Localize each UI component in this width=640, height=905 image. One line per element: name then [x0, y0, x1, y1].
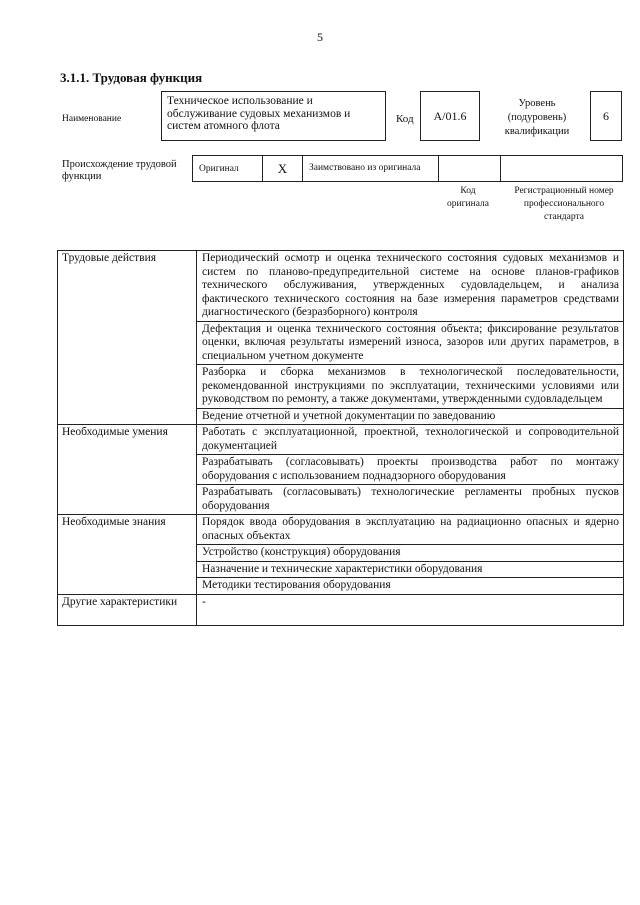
- category-cell: Необходимые знания: [58, 515, 197, 595]
- item-cell: Разрабатывать (согласовывать) проекты производства работ по монтажу оборудования с использованием поднадзорного оборудования: [197, 455, 624, 485]
- item-cell: Разборка и сборка механизмов в технологической последовательности, рекомендованной инструкциями по эксплуатации, техническими условиями или руководством по ремонту, а также документами, утвержденными судовладельцем: [197, 365, 624, 409]
- item-cell: Методики тестирования оборудования: [197, 578, 624, 595]
- code-original-label: Код оригинала: [447, 186, 489, 209]
- origin-table: [192, 155, 623, 182]
- item-cell: Разрабатывать (согласовывать) технологические регламенты пробных пусков оборудования: [197, 485, 624, 515]
- level-label: Уровень (подуровень) квалификации: [504, 98, 570, 137]
- function-table: [57, 250, 624, 626]
- table-row: [58, 425, 624, 455]
- borrowed-label: Заимствовано из оригинала: [303, 156, 439, 182]
- code-original-cell: [439, 156, 501, 182]
- category-cell: Необходимые умения: [58, 425, 197, 515]
- item-cell: Назначение и технические характеристики оборудования: [197, 561, 624, 578]
- reg-number-cell: [501, 156, 623, 182]
- item-cell: Ведение отчетной и учетной документации по заведованию: [197, 408, 624, 425]
- section-title: 3.1.1. Трудовая функция: [60, 70, 203, 85]
- reg-number-label: Регистрационный номер профессионального стандарта: [514, 186, 614, 222]
- level-value: 6: [590, 91, 622, 141]
- table-row: [58, 594, 624, 625]
- original-label: Оригинал: [193, 156, 263, 182]
- page-number: 5: [317, 30, 323, 44]
- origin-label: Происхождение трудовой функции: [62, 159, 177, 182]
- name-label: Наименование: [62, 114, 122, 124]
- category-cell: Трудовые действия: [58, 251, 197, 425]
- code-label: Код: [396, 113, 414, 125]
- item-cell: Периодический осмотр и оценка технического состояния судовых механизмов и систем по планово-предупредительной системе на основе планов-графиков технического обслуживания, утвержденных судовладельцем, и анализа фактического технического состояния на базе измерения параметров средствами диагностического (безразборного) контроля: [197, 251, 624, 322]
- item-cell: Порядок ввода оборудования в эксплуатацию на радиационно опасных и ядерно опасных объектах: [197, 515, 624, 545]
- table-row: [58, 515, 624, 545]
- item-cell: Устройство (конструкция) оборудования: [197, 545, 624, 562]
- original-mark: Х: [263, 156, 303, 182]
- table-row: [58, 251, 624, 322]
- item-cell: Работать с эксплуатационной, проектной, технологической и сопроводительной документацией: [197, 425, 624, 455]
- item-cell: -: [197, 594, 624, 625]
- category-cell: Другие характеристики: [58, 594, 197, 625]
- code-value: А/01.6: [420, 91, 480, 141]
- item-cell: Дефектация и оценка технического состояния объекта; фиксирование результатов оценки, включая результаты измерений износа, зазоров или других параметров, в специальном учетном документе: [197, 321, 624, 365]
- name-value: Техническое использование и обслуживание судовых механизмов и систем атомного флота: [161, 91, 386, 141]
